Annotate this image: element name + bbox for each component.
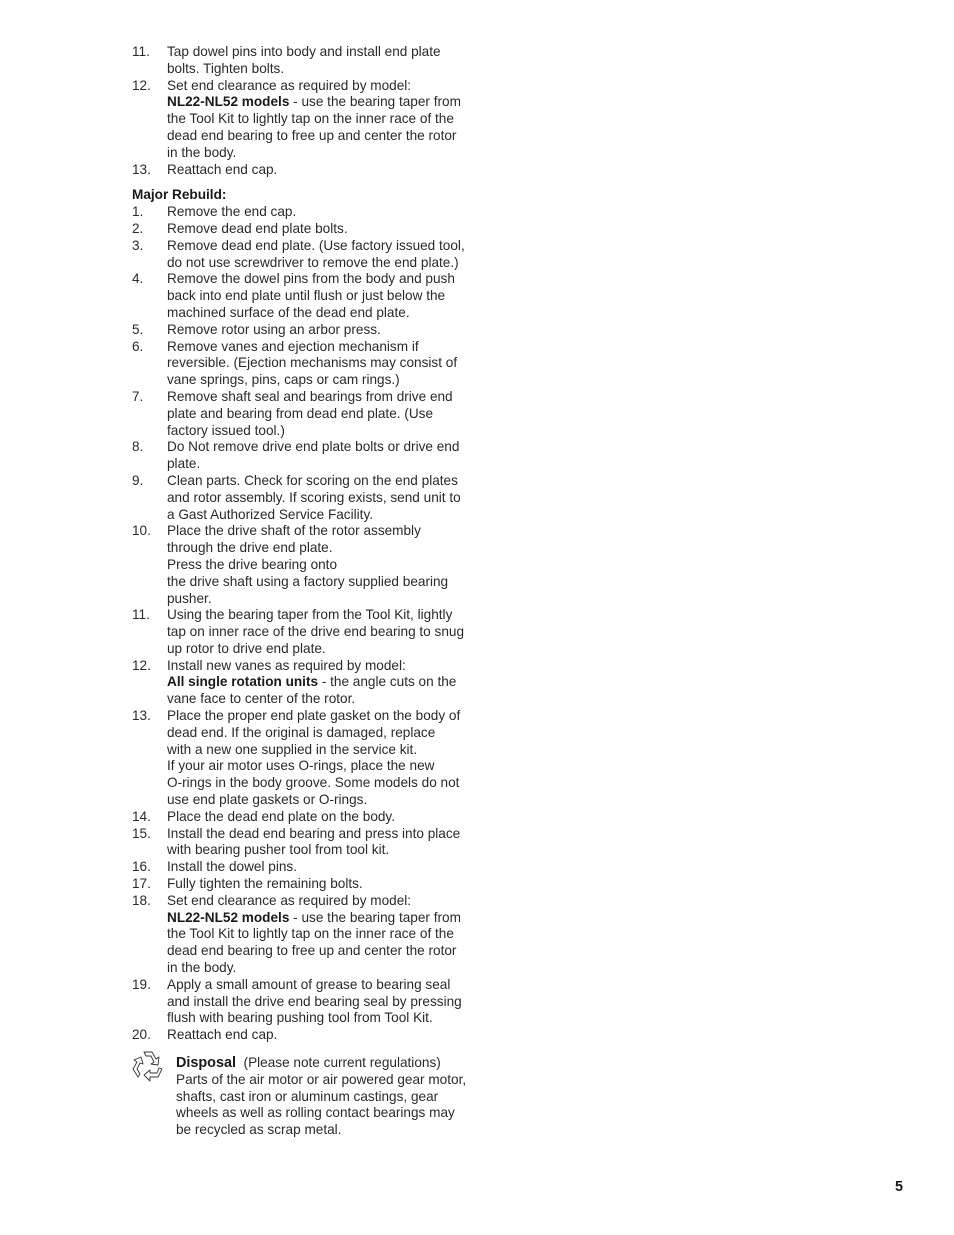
step-text-line: in the body.: [167, 960, 237, 976]
step-text-line: back into end plate until flush or just below the: [167, 288, 446, 304]
step-text-line: Remove the end cap.: [167, 204, 297, 220]
step-text-line: Tap dowel pins into body and install end plate: [167, 44, 441, 59]
list-item: [132, 607, 492, 657]
list-item: [132, 893, 492, 977]
major-rebuild-steps: [132, 204, 492, 1044]
list-item: [132, 271, 492, 321]
step-text-line: in the body.: [167, 144, 237, 160]
list-item: [132, 876, 492, 893]
step-text-line: Remove dead end plate bolts.: [167, 220, 348, 236]
step-text-line: the Tool Kit to lightly tap on the inner race of the: [167, 111, 454, 127]
list-item: [132, 44, 492, 78]
list-item: [132, 221, 492, 238]
step-number: 13.: [132, 708, 151, 724]
step-text-fragment: - the angle cuts on the: [318, 674, 457, 690]
step-number: 6.: [132, 338, 144, 354]
list-item: [132, 238, 492, 272]
major-rebuild-heading: Major Rebuild:: [132, 187, 227, 203]
disposal-text-line: Parts of the air motor or air powered gear motor,: [176, 1071, 467, 1087]
step-number: 10.: [132, 523, 151, 539]
step-text-line: O-rings in the body groove. Some models do not: [167, 775, 460, 791]
step-number: 2.: [132, 220, 144, 236]
step-number: 20.: [132, 1027, 151, 1043]
step-text-line: Reattach end cap.: [167, 1027, 278, 1043]
step-text-line: vane face to center of the rotor.: [167, 691, 356, 707]
list-item: [132, 809, 492, 826]
step-text-line: and install the drive end bearing seal by pressing: [167, 993, 462, 1009]
step-number: 14.: [132, 808, 151, 824]
disposal-text-line: wheels as well as rolling contact bearings may: [176, 1105, 455, 1121]
step-text-line: Remove shaft seal and bearings from drive end: [167, 388, 453, 404]
step-text-line: with a new one supplied in the service kit.: [167, 741, 418, 757]
step-text-line: Remove the dowel pins from the body and push: [167, 271, 455, 287]
recycle-icon: [128, 1047, 168, 1085]
model-name: NL22-NL52 models: [167, 94, 290, 110]
list-item: [132, 1027, 492, 1044]
step-text-line: factory issued tool.): [167, 422, 285, 438]
step-number: 4.: [132, 271, 144, 287]
disposal-text-line: be recycled as scrap metal.: [176, 1122, 342, 1138]
list-item: [132, 523, 492, 607]
step-text-line: Do Not remove drive end plate bolts or drive end: [167, 439, 460, 455]
step-text-line: If your air motor uses O-rings, place the new: [167, 758, 435, 774]
step-text-line: Clean parts. Check for scoring on the end plates: [167, 472, 458, 488]
step-number: 1.: [132, 204, 144, 220]
step-text-line: Place the proper end plate gasket on the body of: [167, 708, 461, 724]
step-text-line: pusher.: [167, 590, 212, 606]
step-text-line: a Gast Authorized Service Facility.: [167, 506, 374, 522]
list-item: [132, 322, 492, 339]
step-text-line: dead end bearing to free up and center the rotor: [167, 127, 457, 143]
disposal-title: Disposal: [176, 1055, 236, 1072]
rebuild-steps-continued: [132, 44, 492, 178]
step-number: 18.: [132, 892, 151, 908]
step-text-line: bolts. Tighten bolts.: [167, 60, 285, 76]
step-text-line: flush with bearing pushing tool from Tool Kit.: [167, 1010, 433, 1026]
step-text-fragment: - use the bearing taper from: [289, 909, 461, 925]
step-text-line: the drive shaft using a factory supplied bearing: [167, 573, 449, 589]
step-number: 12.: [132, 657, 151, 673]
step-text-line: up rotor to drive end plate.: [167, 640, 326, 656]
step-text-line: vane springs, pins, caps or cam rings.): [167, 372, 400, 388]
instructions-column: [132, 44, 492, 1139]
step-text-line: Install new vanes as required by model:: [167, 657, 406, 673]
step-number: 8.: [132, 439, 144, 455]
step-number: 7.: [132, 388, 144, 404]
page-number: 5: [895, 1179, 904, 1195]
list-item: [132, 708, 492, 809]
step-number: 5.: [132, 321, 144, 337]
step-text-line: dead end bearing to free up and center the rotor: [167, 943, 457, 959]
step-text-line: [167, 94, 492, 111]
step-text-line: machined surface of the dead end plate.: [167, 304, 410, 320]
step-number: 3.: [132, 237, 144, 253]
list-item: [132, 473, 492, 523]
step-number: 15.: [132, 825, 151, 841]
list-item: [132, 339, 492, 389]
step-text-fragment: - use the bearing taper from: [289, 94, 461, 110]
step-text-line: Install the dead end bearing and press into place: [167, 825, 461, 841]
step-text-line: reversible. (Ejection mechanisms may consist of: [167, 355, 458, 371]
list-item: [132, 658, 492, 708]
step-text-line: with bearing pusher tool from tool kit.: [167, 842, 390, 858]
step-text-line: Install the dowel pins.: [167, 859, 297, 875]
step-text-line: Place the drive shaft of the rotor assembly: [167, 523, 421, 539]
step-number: 11.: [132, 44, 150, 59]
step-text-line: Reattach end cap.: [167, 161, 278, 177]
step-text-line: Set end clearance as required by model:: [167, 892, 412, 908]
step-number: 17.: [132, 876, 151, 892]
step-text-line: the Tool Kit to lightly tap on the inner race of the: [167, 926, 454, 942]
disposal-section: [132, 1055, 492, 1139]
disposal-text: [176, 1072, 492, 1139]
step-text-line: and rotor assembly. If scoring exists, send unit to: [167, 489, 461, 505]
step-number: 12.: [132, 77, 151, 93]
list-item: [132, 439, 492, 473]
step-text-line: plate and bearing from dead end plate. (Use: [167, 405, 434, 421]
step-number: 19.: [132, 976, 151, 992]
step-number: 9.: [132, 472, 144, 488]
model-name: All single rotation units: [167, 674, 319, 690]
step-number: 16.: [132, 859, 151, 875]
step-text-line: plate.: [167, 456, 201, 472]
disposal-note: (Please note current regulations): [243, 1055, 441, 1071]
list-item: [132, 389, 492, 439]
step-text-line: use end plate gaskets or O-rings.: [167, 792, 368, 808]
disposal-text-line: shafts, cast iron or aluminum castings, gear: [176, 1088, 439, 1104]
step-number: 13.: [132, 161, 151, 177]
step-text-line: do not use screwdriver to remove the end plate.): [167, 254, 459, 270]
list-item: [132, 204, 492, 221]
step-text-line: Press the drive bearing onto: [167, 556, 338, 572]
step-text-line: Remove dead end plate. (Use factory issued tool,: [167, 237, 465, 253]
step-text-line: Using the bearing taper from the Tool Kit, lightly: [167, 607, 453, 623]
step-text-line: through the drive end plate.: [167, 540, 333, 556]
step-text-line: Fully tighten the remaining bolts.: [167, 876, 363, 892]
step-text-line: Place the dead end plate on the body.: [167, 808, 396, 824]
list-item: [132, 826, 492, 860]
list-item: [132, 977, 492, 1027]
step-text-line: tap on inner race of the drive end bearing to snug: [167, 624, 464, 640]
model-name: NL22-NL52 models: [167, 909, 290, 925]
step-text-line: Set end clearance as required by model:: [167, 77, 412, 93]
list-item: [132, 859, 492, 876]
step-number: 11.: [132, 607, 150, 623]
step-text-line: Remove vanes and ejection mechanism if: [167, 338, 419, 354]
step-text-line: dead end. If the original is damaged, replace: [167, 724, 436, 740]
step-text-line: Apply a small amount of grease to bearing seal: [167, 976, 451, 992]
step-text-line: [167, 674, 492, 691]
step-text-line: [167, 910, 492, 927]
list-item: [132, 78, 492, 162]
list-item: [132, 162, 492, 179]
step-text-line: Remove rotor using an arbor press.: [167, 321, 381, 337]
